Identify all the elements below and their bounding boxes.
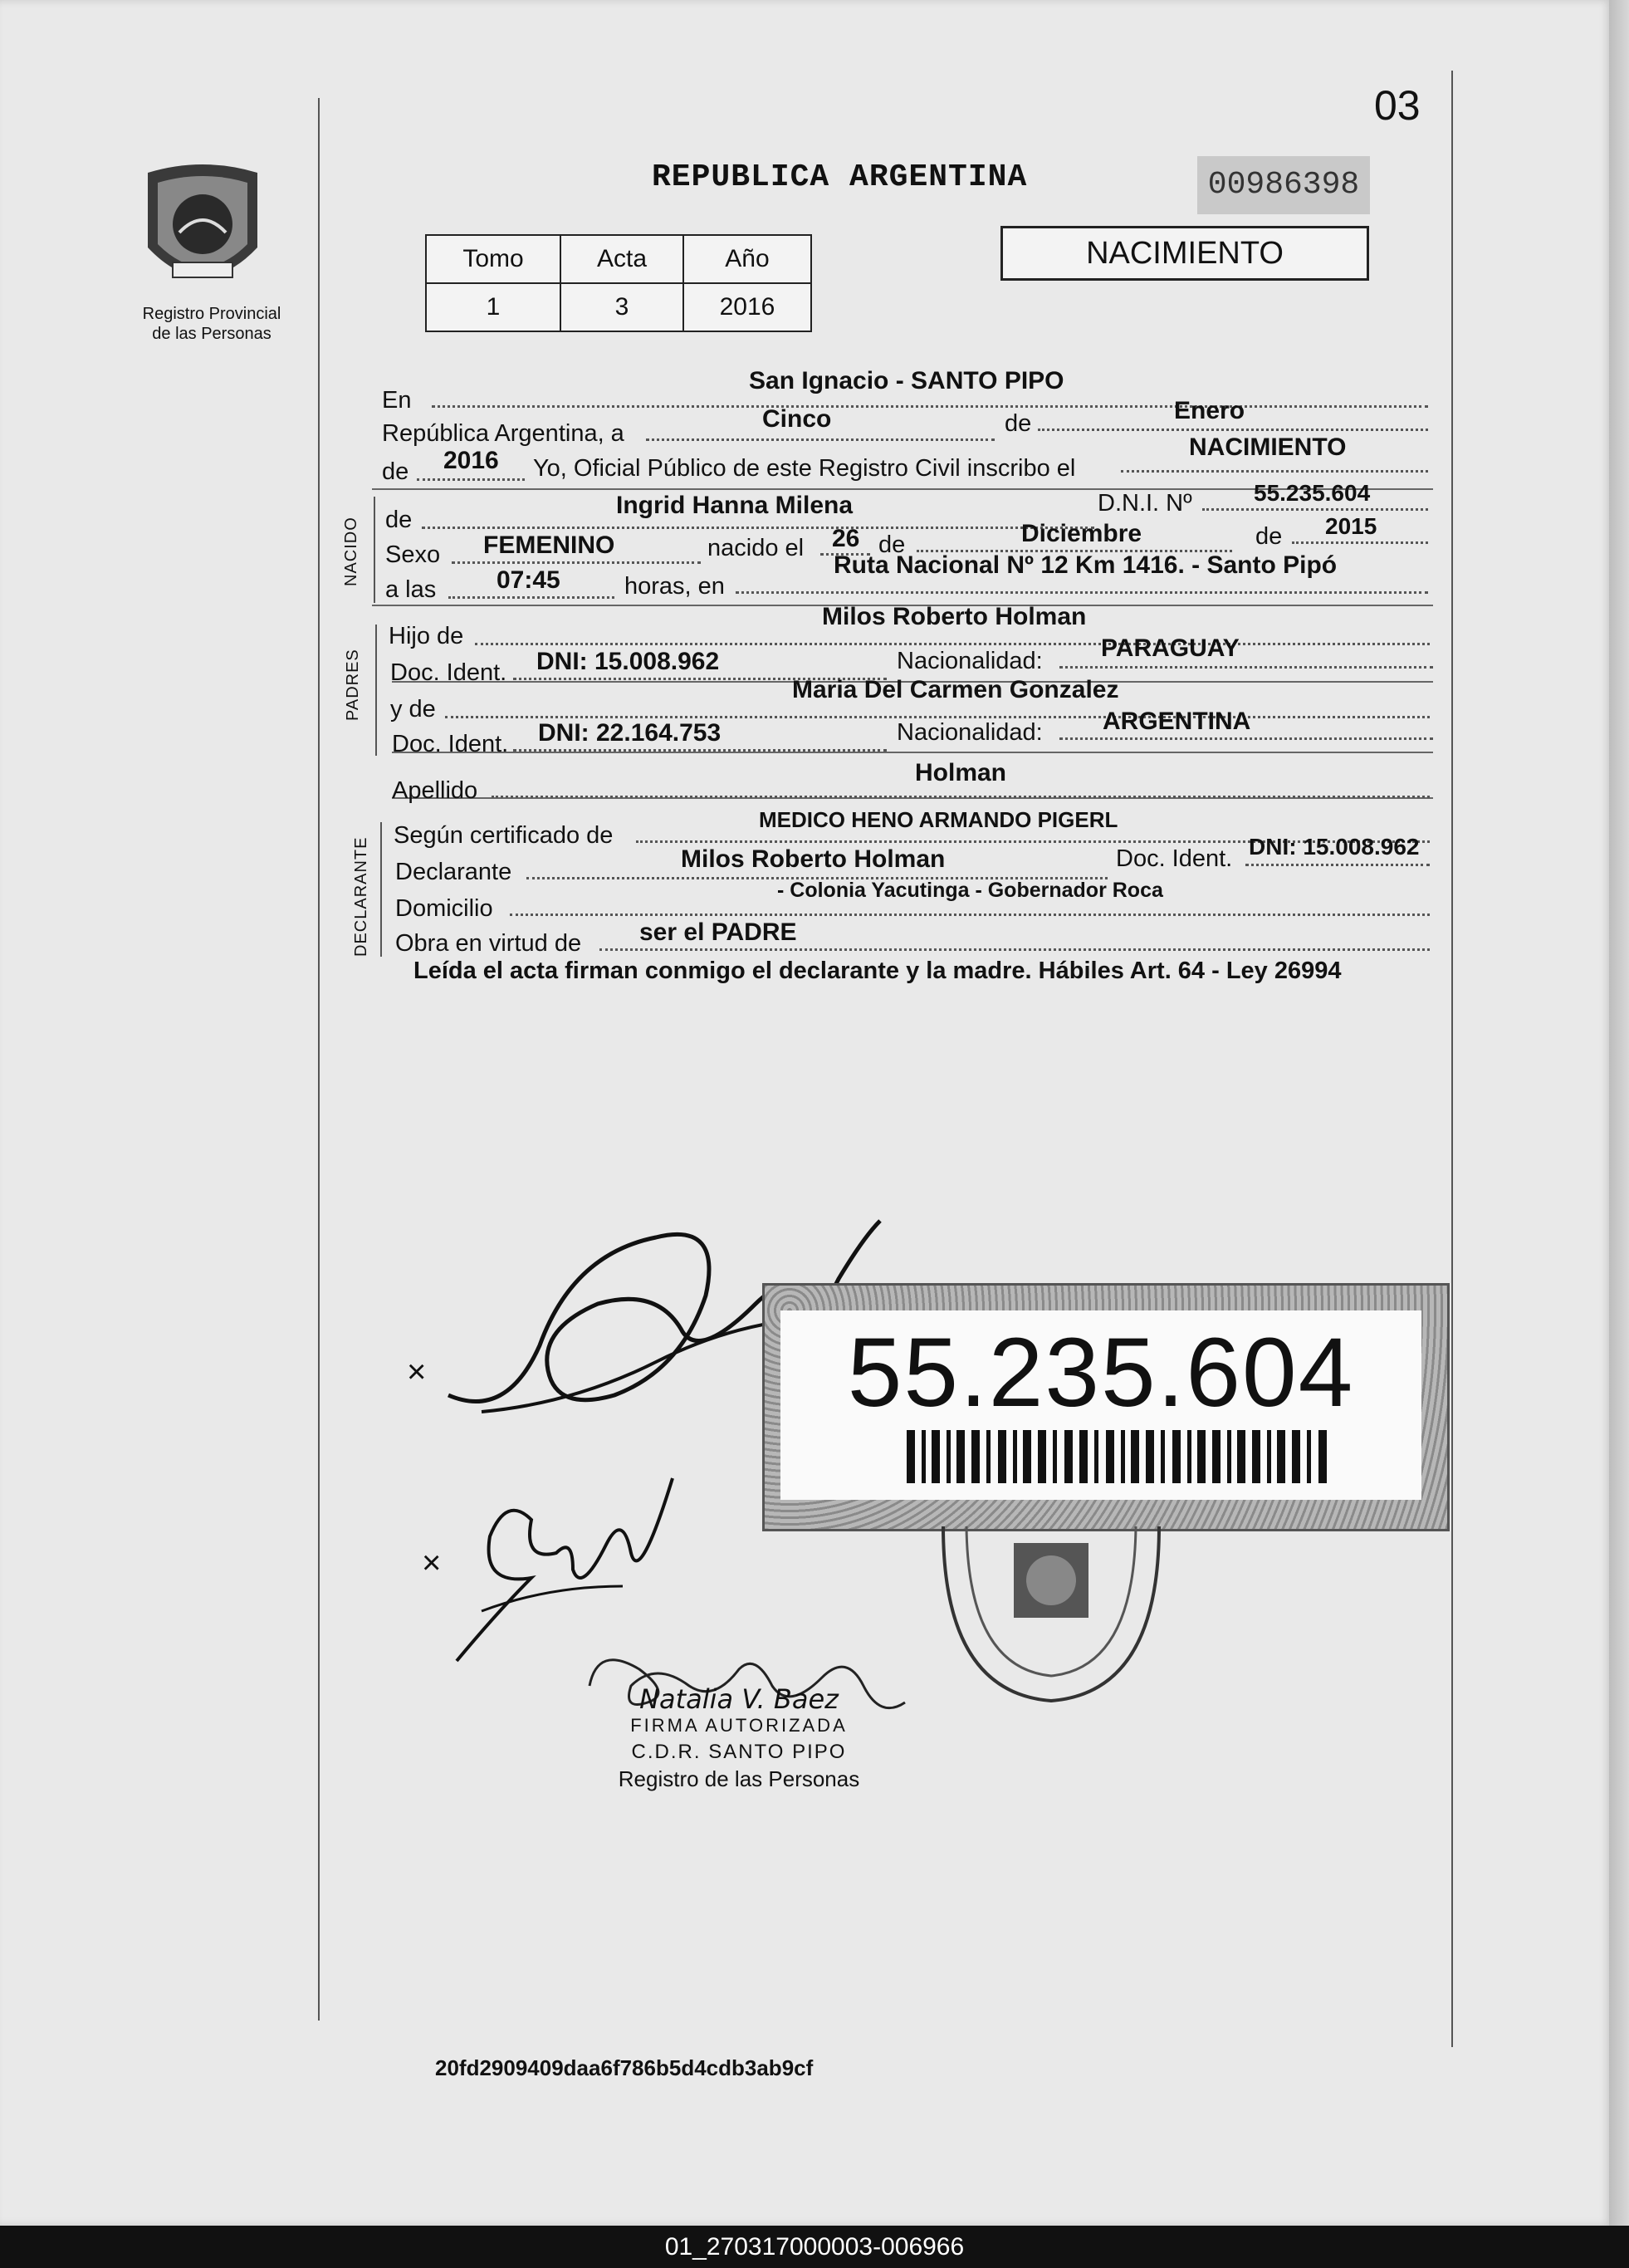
nacido-bracket	[374, 497, 375, 603]
birth-year: 2015	[1325, 513, 1377, 539]
barcode-number: 55.235.604	[847, 1318, 1355, 1428]
anio-value: 2016	[683, 283, 811, 331]
dotted-line	[492, 796, 1430, 798]
anio-header: Año	[683, 235, 811, 283]
right-frame-line	[1451, 71, 1453, 2047]
dotted-line	[417, 478, 525, 481]
en-label: En	[382, 387, 412, 414]
sexo-label: Sexo	[385, 541, 441, 568]
file-id: 01_270317000003-006966	[664, 2233, 965, 2261]
dotted-line	[1038, 429, 1428, 431]
barcode-bars	[907, 1430, 1330, 1483]
nacido-el-label: nacido el	[707, 535, 805, 561]
document-type-box: NACIMIENTO	[1000, 226, 1369, 281]
registration-year: 2016	[443, 447, 499, 474]
birth-time: 07:45	[497, 566, 560, 594]
dni-label: D.N.I. Nº	[1098, 490, 1192, 517]
office-stamp	[927, 1510, 1176, 1717]
dotted-line	[448, 596, 614, 599]
page-edge	[1609, 0, 1629, 2226]
hijo-de-label: Hijo de	[389, 623, 464, 649]
dotted-line	[1292, 541, 1428, 544]
doc-ident-label: Doc. Ident.	[1116, 845, 1233, 872]
child-dni: 55.235.604	[1254, 480, 1371, 506]
dotted-line	[1202, 508, 1428, 511]
dotted-line	[475, 643, 1430, 645]
dotted-line	[1059, 666, 1433, 669]
de-label: de	[385, 507, 413, 533]
doc-ident-label: Doc. Ident.	[390, 659, 507, 686]
mother-name: Maria Del Carmen Gonzalez	[792, 676, 1119, 703]
tomo-header: Tomo	[426, 235, 560, 283]
signature-mark: ×	[422, 1545, 442, 1581]
dotted-line	[1121, 470, 1428, 473]
record-table	[425, 234, 812, 332]
record-table-values	[426, 283, 811, 331]
a-las-label: a las	[385, 576, 437, 603]
dotted-line	[445, 716, 1430, 718]
registrar-statement: Yo, Oficial Público de este Registro Civil inscribo el	[533, 455, 1076, 482]
y-de-label: y de	[390, 696, 436, 723]
serial-number: 00986398	[1197, 156, 1370, 214]
mother-doc: DNI: 22.164.753	[538, 719, 722, 747]
dotted-line	[510, 914, 1430, 916]
tomo-value: 1	[426, 283, 560, 331]
apellido-label: Apellido	[392, 777, 478, 804]
birth-month: Diciembre	[1021, 520, 1142, 547]
nacido-section-label: NACIDO	[342, 517, 360, 586]
mother-nationality: ARGENTINA	[1103, 708, 1251, 735]
domicilio-label: Domicilio	[395, 895, 493, 922]
authorized-registry: Registro de las Personas	[618, 1766, 860, 1791]
doc-ident-label: Doc. Ident.	[392, 731, 509, 757]
child-name: Ingrid Hanna Milena	[616, 492, 854, 519]
dotted-line	[452, 561, 701, 564]
record-table-header	[426, 235, 811, 283]
birth-place: Ruta Nacional Nº 12 Km 1416. - Santo Pipó	[834, 551, 1338, 579]
registration-place: San Ignacio - SANTO PIPO	[749, 367, 1064, 394]
registry-name	[125, 304, 299, 344]
acta-header: Acta	[560, 235, 683, 283]
registry-name-line2: de las Personas	[152, 325, 272, 343]
surname: Holman	[915, 759, 1007, 786]
left-frame-line	[318, 98, 320, 2021]
acta-value: 3	[560, 283, 683, 331]
nacionalidad-label: Nacionalidad:	[897, 719, 1043, 746]
act-type: NACIMIENTO	[1189, 434, 1347, 461]
page-number: 03	[1374, 82, 1421, 129]
dotted-line	[422, 527, 1094, 529]
father-name: Milos Roberto Holman	[822, 603, 1087, 630]
document-title: REPUBLICA ARGENTINA	[652, 159, 1028, 195]
dotted-line	[599, 948, 1430, 951]
dotted-line	[1059, 737, 1433, 740]
authorized-office: C.D.R. SANTO PIPO	[631, 1741, 847, 1763]
horas-en-label: horas, en	[624, 573, 725, 600]
dotted-line	[646, 438, 995, 441]
declarante-section-label: DECLARANTE	[352, 836, 370, 957]
child-sex: FEMENINO	[483, 531, 615, 559]
de-label: de	[1255, 523, 1283, 550]
dotted-line	[432, 405, 1428, 408]
authorized-name: Natalia V. Baez	[639, 1683, 839, 1715]
closing-remark: Leída el acta firman conmigo el declarante y la madre. Hábiles Art. 64 - Ley 26994	[413, 958, 1342, 984]
obra-en-virtud-label: Obra en virtud de	[395, 930, 582, 957]
registration-day: Cinco	[762, 405, 832, 433]
file-id-bar	[0, 2226, 1629, 2268]
dotted-line	[736, 591, 1428, 594]
de-label: de	[382, 458, 409, 485]
segun-certificado-label: Según certificado de	[394, 822, 614, 849]
registry-name-line1: Registro Provincial	[142, 305, 281, 323]
declarant-name: Milos Roberto Holman	[681, 845, 946, 873]
declarante-label: Declarante	[395, 859, 512, 885]
signature-mark: ×	[407, 1354, 427, 1390]
padres-bracket	[375, 625, 377, 756]
padres-section-label: PADRES	[344, 649, 362, 721]
authorized-role: FIRMA AUTORIZADA	[630, 1715, 848, 1736]
declarant-doc: DNI: 15.008.962	[1249, 834, 1420, 860]
dotted-line	[513, 749, 887, 752]
document-hash: 20fd2909409daa6f786b5d4cdb3ab9cf	[435, 2055, 814, 2080]
dotted-line	[1245, 864, 1430, 866]
birth-day: 26	[832, 525, 860, 552]
nacionalidad-label: Nacionalidad:	[897, 648, 1043, 674]
declarant-capacity: ser el PADRE	[639, 918, 797, 946]
registration-month: Enero	[1174, 397, 1245, 424]
medical-certificate: MEDICO HENO ARMANDO PIGERL	[759, 807, 1118, 832]
father-nationality: PARAGUAY	[1101, 634, 1240, 662]
authorized-signature-block	[581, 1683, 897, 1792]
de-label: de	[878, 531, 906, 558]
padres-divider-2	[392, 752, 1433, 753]
province-seal-logo	[139, 156, 266, 297]
de-label: de	[1005, 410, 1032, 437]
declarant-address: - Colonia Yacutinga - Gobernador Roca	[777, 879, 1163, 902]
declarante-bracket	[380, 822, 382, 957]
republic-label: República Argentina, a	[382, 420, 624, 447]
father-doc: DNI: 15.008.962	[536, 648, 720, 675]
